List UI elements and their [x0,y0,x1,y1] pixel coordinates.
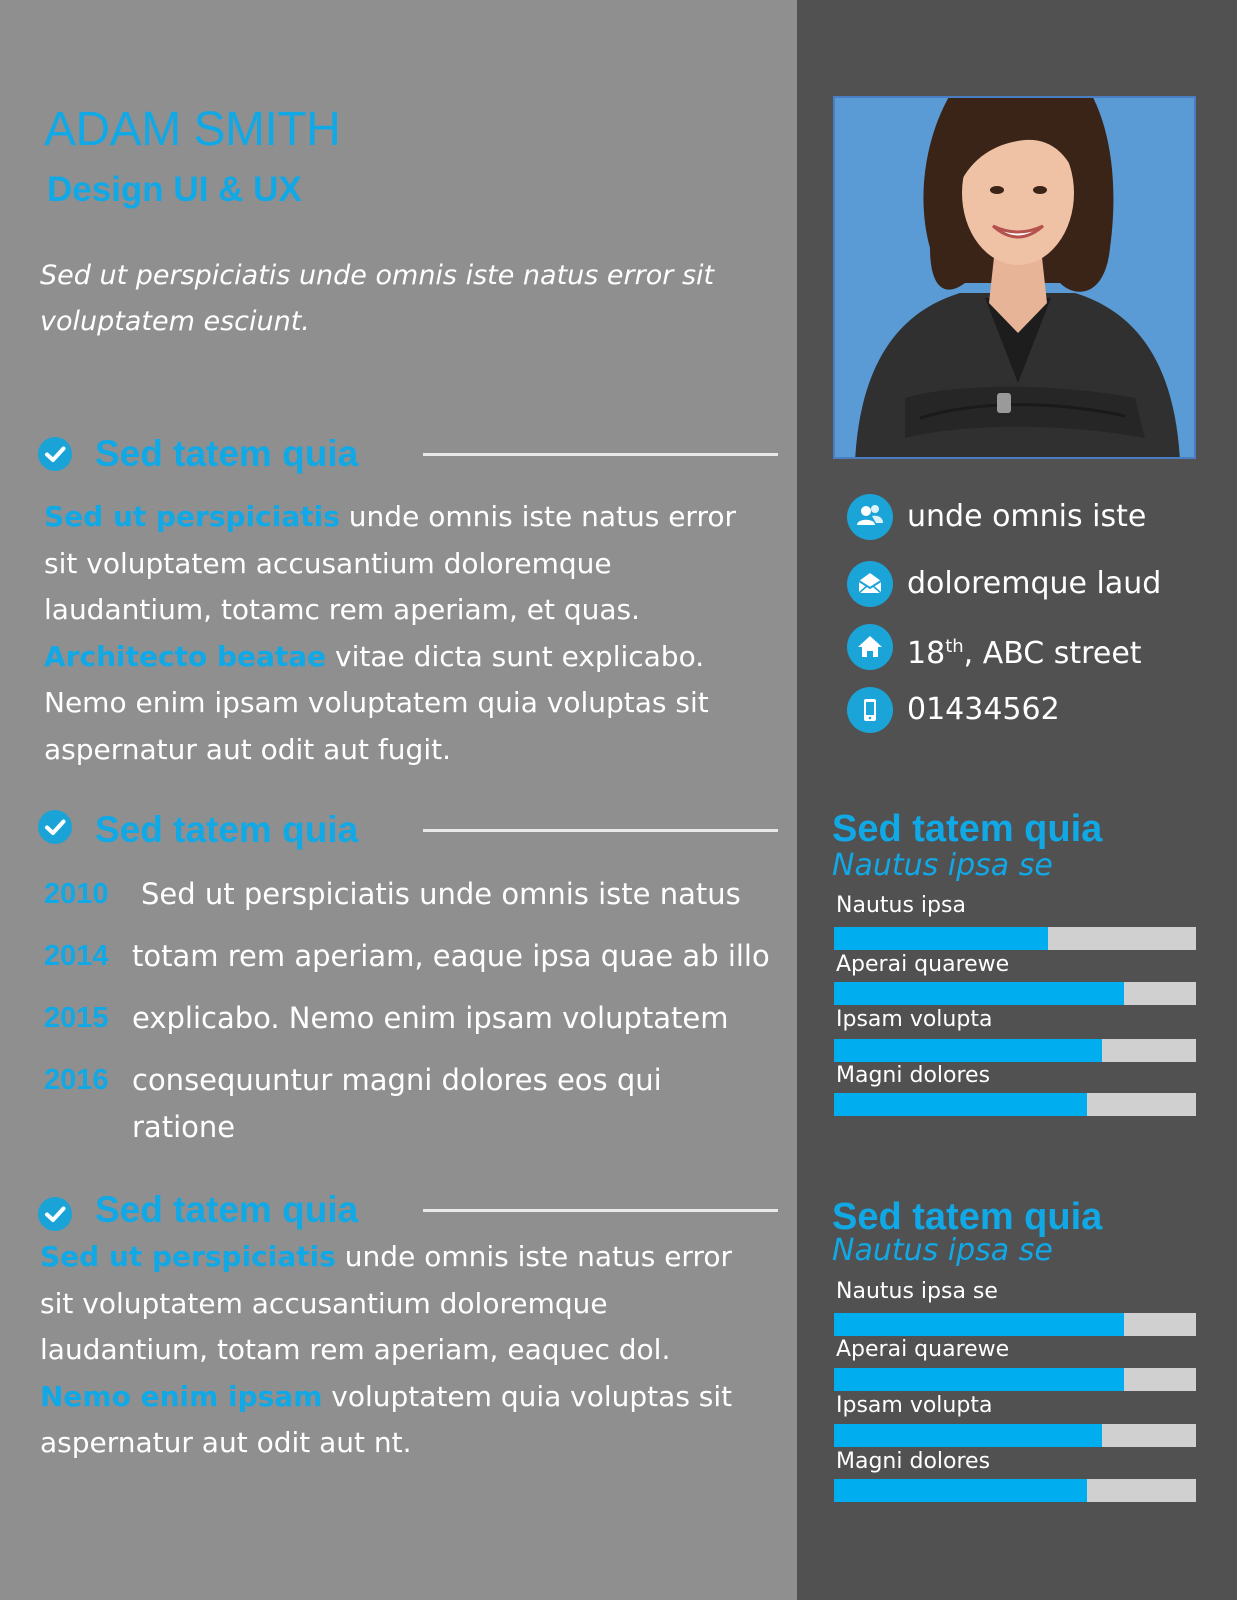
skill-bar [834,1039,1196,1062]
skills-subtitle: Nautus ipsa se [832,848,1053,883]
paragraph-text: voluptatem quia voluptas sit aspernatur aut odit aut nt. [40,1379,733,1459]
timeline-text: explicabo. Nemo enim ipsam voluptatem [132,1001,729,1035]
skill-bar-fill [834,1424,1102,1447]
section-1-paragraph [44,494,764,773]
paragraph-text: vitae dicta sunt explicabo. Nemo enim ipsam voluptatem quia voluptas sit aspernatur aut odit aut fugit. [44,639,709,766]
candidate-role: Design UI & UX [47,170,302,209]
timeline-year: 2014 [44,940,109,972]
timeline-year: 2015 [44,1002,109,1034]
skill-bar [834,982,1196,1005]
skill-bar-fill [834,1479,1087,1502]
skill-bar [834,1368,1196,1391]
contact-item [847,624,1227,672]
profile-photo [833,96,1196,459]
highlight-text: Nemo enim ipsam [40,1379,323,1413]
skill-bar [834,1313,1196,1336]
timeline-text: consequuntur magni dolores eos qui ratione [132,1063,662,1144]
skill-label: Magni dolores [836,1063,991,1088]
skill-bar-fill [834,982,1124,1005]
skill-label: Ipsam volupta [836,1007,993,1032]
timeline-year: 2010 [44,878,109,910]
skill-bar [834,1479,1196,1502]
section-divider [423,453,778,456]
section-divider [423,829,778,832]
contact-item [847,561,1227,609]
skills-title: Sed tatem quia [832,808,1103,850]
section-title: Sed tatem quia [95,433,359,474]
section-3-paragraph [40,1234,760,1467]
check-icon [38,810,72,844]
skills-title: Sed tatem quia [832,1196,1103,1238]
address-number: 18 [907,636,946,671]
section-divider [423,1209,778,1212]
paragraph-text: unde omnis iste natus error sit voluptatem accusantium doloremque laudantium, totamc rem aperiam, et quas. [44,500,736,626]
timeline-text: totam rem aperiam, eaque ipsa quae ab illo [132,939,770,973]
highlight-text: Architecto beatae [44,639,327,673]
skill-label: Nautus ipsa [836,893,966,918]
envelope-icon [847,561,893,607]
section-title: Sed tatem quia [95,809,359,850]
candidate-name: ADAM SMITH [44,103,341,156]
paragraph-text: unde omnis iste natus error sit voluptatem accusantium doloremque laudantium, totam rem aperiam, eaquec dol. [40,1240,732,1366]
users-icon [847,494,893,540]
address-street: , ABC street [963,636,1142,671]
skill-label: Magni dolores [836,1449,991,1474]
tagline: Sed ut perspiciatis unde omnis iste natus error sit voluptatem esciunt. [40,260,715,337]
highlight-text: Sed ut perspiciatis [40,1240,336,1273]
contact-text: doloremque laud [907,566,1162,601]
highlight-text: Sed ut perspiciatis [44,500,340,533]
skills-subtitle: Nautus ipsa se [832,1233,1053,1268]
contact-text: 01434562 [907,692,1060,727]
skill-bar [834,927,1196,950]
skill-bar-fill [834,1093,1087,1116]
section-title: Sed tatem quia [95,1189,359,1230]
skill-bar-fill [834,927,1048,950]
skill-bar-fill [834,1313,1124,1336]
skill-label: Aperai quarewe [836,1337,1010,1362]
section-heading-3 [38,1188,778,1232]
section-heading-1 [38,432,778,476]
skill-bar-fill [834,1368,1124,1391]
skill-bar-fill [834,1039,1102,1062]
skill-label: Nautus ipsa se [836,1279,998,1304]
timeline-text: Sed ut perspiciatis unde omnis iste natus [141,877,741,911]
skill-bar [834,1424,1196,1447]
contact-item [847,494,1227,542]
skill-label: Aperai quarewe [836,952,1010,977]
section-heading-2 [38,808,778,852]
contact-text: unde omnis iste [907,499,1147,534]
phone-icon [847,687,893,733]
check-icon [38,437,72,471]
home-icon [847,624,893,670]
portrait-illustration [835,98,1196,459]
timeline-year: 2016 [44,1064,109,1096]
contact-item [847,687,1227,735]
contact-text [907,626,1142,675]
check-icon [38,1197,72,1231]
skill-bar [834,1093,1196,1116]
skill-label: Ipsam volupta [836,1393,993,1418]
address-suffix: th [945,636,964,657]
